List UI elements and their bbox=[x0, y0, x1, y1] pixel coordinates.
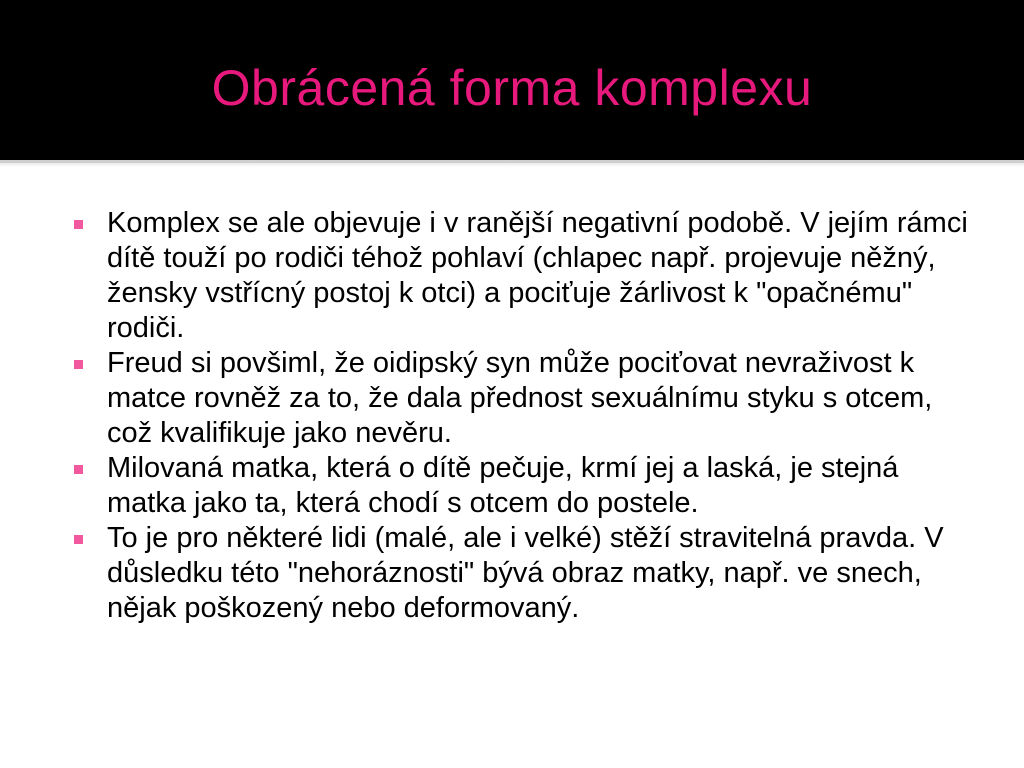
bullet-text: Milovaná matka, která o dítě pečuje, krmí jej a laská, je stejná matka jako ta, která chodí s otcem do postele. bbox=[107, 452, 899, 519]
bullet-item bbox=[72, 521, 972, 626]
title-band bbox=[0, 0, 1024, 160]
bullet-item bbox=[72, 451, 972, 521]
square-bullet-icon bbox=[74, 465, 83, 474]
slide-title: Obrácená forma komplexu bbox=[211, 60, 813, 116]
bullet-text: To je pro některé lidi (malé, ale i velké) stěží stravitelná pravda. V důsledku této "nehoráznosti" bývá obraz matky, např. ve snech, nějak poškozený nebo deformovaný. bbox=[107, 522, 944, 624]
bullet-list bbox=[72, 206, 972, 626]
square-bullet-icon bbox=[74, 360, 83, 369]
title-divider-shadow bbox=[0, 163, 1024, 167]
bullet-text: Komplex se ale objevuje i v ranější negativní podobě. V jejím rámci dítě touží po rodiči téhož pohlaví (chlapec např. projevuje něžný, žensky vstřícný postoj k otci) a pociťuje žárlivost k "opačnému" rodiči. bbox=[107, 207, 968, 344]
bullet-item bbox=[72, 346, 972, 451]
square-bullet-icon bbox=[74, 220, 83, 229]
square-bullet-icon bbox=[74, 535, 83, 544]
bullet-item bbox=[72, 206, 972, 346]
bullet-text: Freud si povšiml, že oidipský syn může pociťovat nevraživost k matce rovněž za to, že dala přednost sexuálnímu styku s otcem, což kvalifikuje jako nevěru. bbox=[107, 347, 933, 449]
